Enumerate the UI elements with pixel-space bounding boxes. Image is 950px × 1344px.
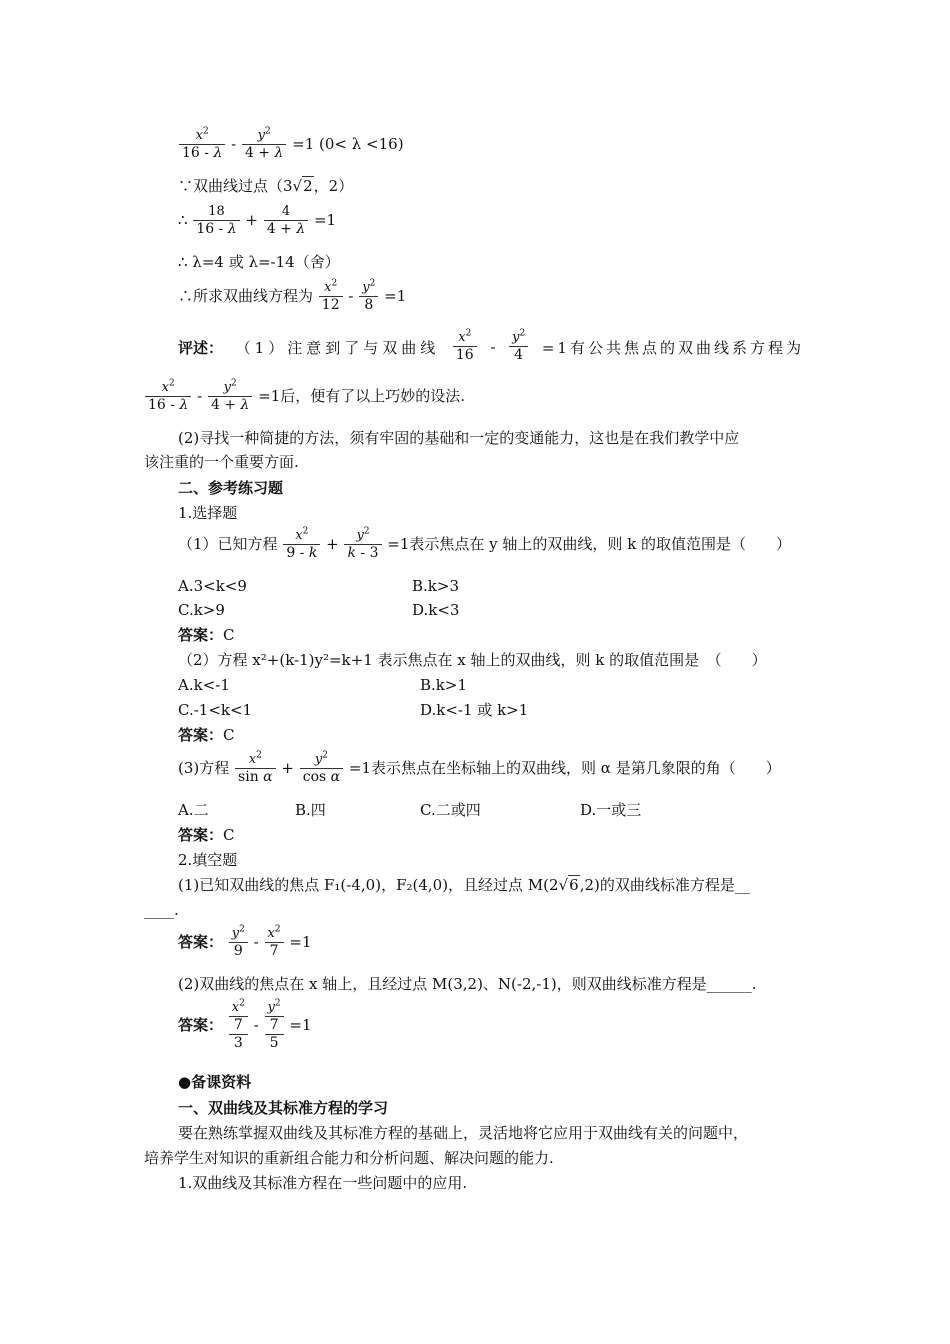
option-b: B.k>3 (412, 577, 459, 595)
equation-line-3: ∴ $\frac{18}{16 - \lambda}$ + $\frac{4}{4 + \lambda}$ =1 (178, 204, 337, 237)
text: ∵双曲线过点（3 (178, 177, 293, 195)
fraction: $y^2$ 7 5 (265, 1000, 284, 1052)
option-d: D.k<-1 或 k>1 (420, 701, 529, 719)
text: ,2)的双曲线标准方程是__ (579, 876, 750, 894)
text: （1）注意到了与双曲线 (235, 338, 440, 357)
fraction: $\frac{x^2}{\text{sin α}}$ (235, 752, 276, 786)
fill-answer-2: 答案： $x^2$ 7 3 - $y^2$ 7 5 =1 (178, 998, 312, 1051)
answer-label: 答案： (178, 1016, 224, 1034)
equation-line-1: $\frac{x^2}{16 - \lambda}$ - $\frac{y^2}{4 + \lambda}$ =1 (0< λ <16) (178, 128, 404, 162)
list-item: 1.双曲线及其标准方程在一些问题中的应用. (178, 1174, 468, 1192)
question-1: （1）已知方程 $\frac{x^2}{9 - k}$ + $\frac{y^2}{k - 3}$ =1表示焦点在 y 轴上的双曲线，则 k 的取值范围是（ ） (178, 526, 792, 561)
text: (3)方程 (178, 759, 230, 777)
answer-label: 答案： (178, 726, 224, 744)
fraction: $\frac{x^2}{12}$ (319, 280, 343, 314)
condition-line: ∵双曲线过点（3√2，2） (178, 177, 354, 195)
sqrt-value: 2 (303, 177, 313, 195)
paragraph-line: 要在熟练掌握双曲线及其标准方程的基础上，灵活地将它应用于双曲线有关的问题中， (178, 1124, 749, 1142)
answer-value: C (223, 726, 235, 744)
answer-value: C (223, 826, 235, 844)
subsection-heading: 2.填空题 (178, 851, 238, 869)
fill-question-2: (2)双曲线的焦点在 x 轴上，且经过点 M(3,2)、N(-2,-1)，则双曲线标准方程是______. (178, 975, 757, 993)
equation-tail: =1 (313, 211, 337, 229)
fraction: $\frac{4}{4 + \lambda}$ (264, 204, 308, 238)
answer-label: 答案： (178, 933, 224, 951)
answer-3 (178, 825, 235, 845)
fraction: $\frac{x^2}{16}$ (453, 330, 477, 364)
section-heading: 二、参考练习题 (178, 479, 284, 497)
sqrt-value: 6 (569, 876, 579, 894)
option-c: C.二或四 (420, 801, 481, 819)
review-label: 评述： (178, 338, 224, 357)
fraction: $\frac{y^2}{9}$ (229, 926, 248, 960)
option-a: A.二 (178, 801, 209, 819)
option-b: B.k>1 (420, 676, 467, 694)
option-c: C.-1<k<1 (178, 701, 253, 719)
fraction: $\frac{y^2}{8}$ (359, 280, 378, 314)
equation-tail: =1 (0< λ <16) (292, 135, 404, 153)
option-d: D.k<3 (412, 601, 460, 619)
answer-2 (178, 725, 235, 745)
fraction: $\frac{x^2}{7}$ (265, 926, 284, 960)
fraction: $\frac{y^2}{4}$ (509, 330, 528, 364)
fraction: $\frac{y^2}{\text{cos α}}$ (300, 752, 343, 786)
subsection-heading: 一、双曲线及其标准方程的学习 (178, 1099, 389, 1117)
option-d: D.一或三 (580, 801, 642, 819)
review-part2-line2: 该注重的一个重要方面. (144, 453, 299, 471)
subsection-heading: 1.选择题 (178, 504, 238, 522)
paragraph-line: 培养学生对知识的重新组合能力和分析问题、解决问题的能力. (144, 1149, 554, 1167)
equation-tail: =1 (289, 1016, 312, 1034)
fraction: $\frac{y^2}{4 + \lambda}$ (208, 380, 252, 414)
option-a: A.3<k<9 (178, 577, 247, 595)
fill-question-1-blank: ____. (144, 901, 179, 919)
review-line-2: $\frac{x^2}{16 - \lambda}$ - $\frac{y^2}{4 + \lambda}$ =1后，便有了以上巧妙的设法. (144, 380, 465, 414)
review-part2-line1: (2)寻找一种简捷的方法，须有牢固的基础和一定的变通能力，这也是在我们教学中应 (178, 429, 740, 447)
fraction: $\frac{y^2}{k - 3}$ (344, 528, 381, 562)
answer-1 (178, 625, 235, 645)
text: （1）已知方程 (178, 535, 278, 553)
answer-label: 答案： (178, 826, 224, 844)
fill-question-1: (1)已知双曲线的焦点 F₁(-4,0)，F₂(4,0)，且经过点 M(2√6,2)的双曲线标准方程是__ (178, 876, 750, 894)
answer-value: C (223, 626, 235, 644)
fraction: $\frac{x^2}{16 - \lambda}$ (179, 128, 225, 162)
text: =1后，便有了以上巧妙的设法. (258, 387, 466, 405)
fraction: $\frac{y^2}{4 + \lambda}$ (242, 128, 286, 162)
question-3: (3)方程 $\frac{x^2}{\text{sin α}}$ + $\frac{y^2}{\text{cos α}}$ =1表示焦点在坐标轴上的双曲线，则 α 是第几象限的角（ ） (178, 750, 781, 785)
lambda-result: ∴ λ=4 或 λ=-14（舍） (178, 253, 340, 271)
fraction: $\frac{x^2}{16 - \lambda}$ (145, 380, 191, 414)
fraction: $\frac{18}{16 - \lambda}$ (193, 204, 239, 238)
text: ∴所求双曲线方程为 (178, 287, 314, 305)
option-a: A.k<-1 (178, 676, 230, 694)
text: =1表示焦点在 y 轴上的双曲线，则 k 的取值范围是（ ） (387, 535, 792, 553)
text: =1表示焦点在坐标轴上的双曲线，则 α 是第几象限的角（ ） (348, 759, 781, 777)
equation-tail: =1 (384, 287, 407, 305)
fill-answer-1: 答案： $\frac{y^2}{9}$ - $\frac{x^2}{7}$ =1 (178, 924, 312, 959)
section-heading: ●备课资料 (178, 1073, 252, 1091)
equation-tail: =1 (289, 933, 312, 951)
review-line-1: 评述： （1）注意到了与双曲线 $\frac{x^2}{16}$ - $\frac{y^2}{4}$ =1有公共焦点的双曲线系方程为 (178, 328, 804, 363)
text: =1有公共焦点的双曲线系方程为 (541, 338, 804, 357)
answer-label: 答案： (178, 626, 224, 644)
option-b: B.四 (295, 801, 326, 819)
fraction: $x^2$ 7 3 (229, 1000, 248, 1052)
text: ，2） (313, 177, 354, 195)
question-2: （2）方程 x²+(k-1)y²=k+1 表示焦点在 x 轴上的双曲线，则 k 的取值范围是 （ ） (178, 651, 767, 669)
option-c: C.k>9 (178, 601, 225, 619)
final-equation: ∴所求双曲线方程为 $\frac{x^2}{12}$ - $\frac{y^2}{8}$ =1 (178, 278, 407, 313)
fraction: $\frac{x^2}{9 - k}$ (283, 528, 320, 562)
text: (1)已知双曲线的焦点 F₁(-4,0)，F₂(4,0)，且经过点 M(2 (178, 876, 559, 894)
